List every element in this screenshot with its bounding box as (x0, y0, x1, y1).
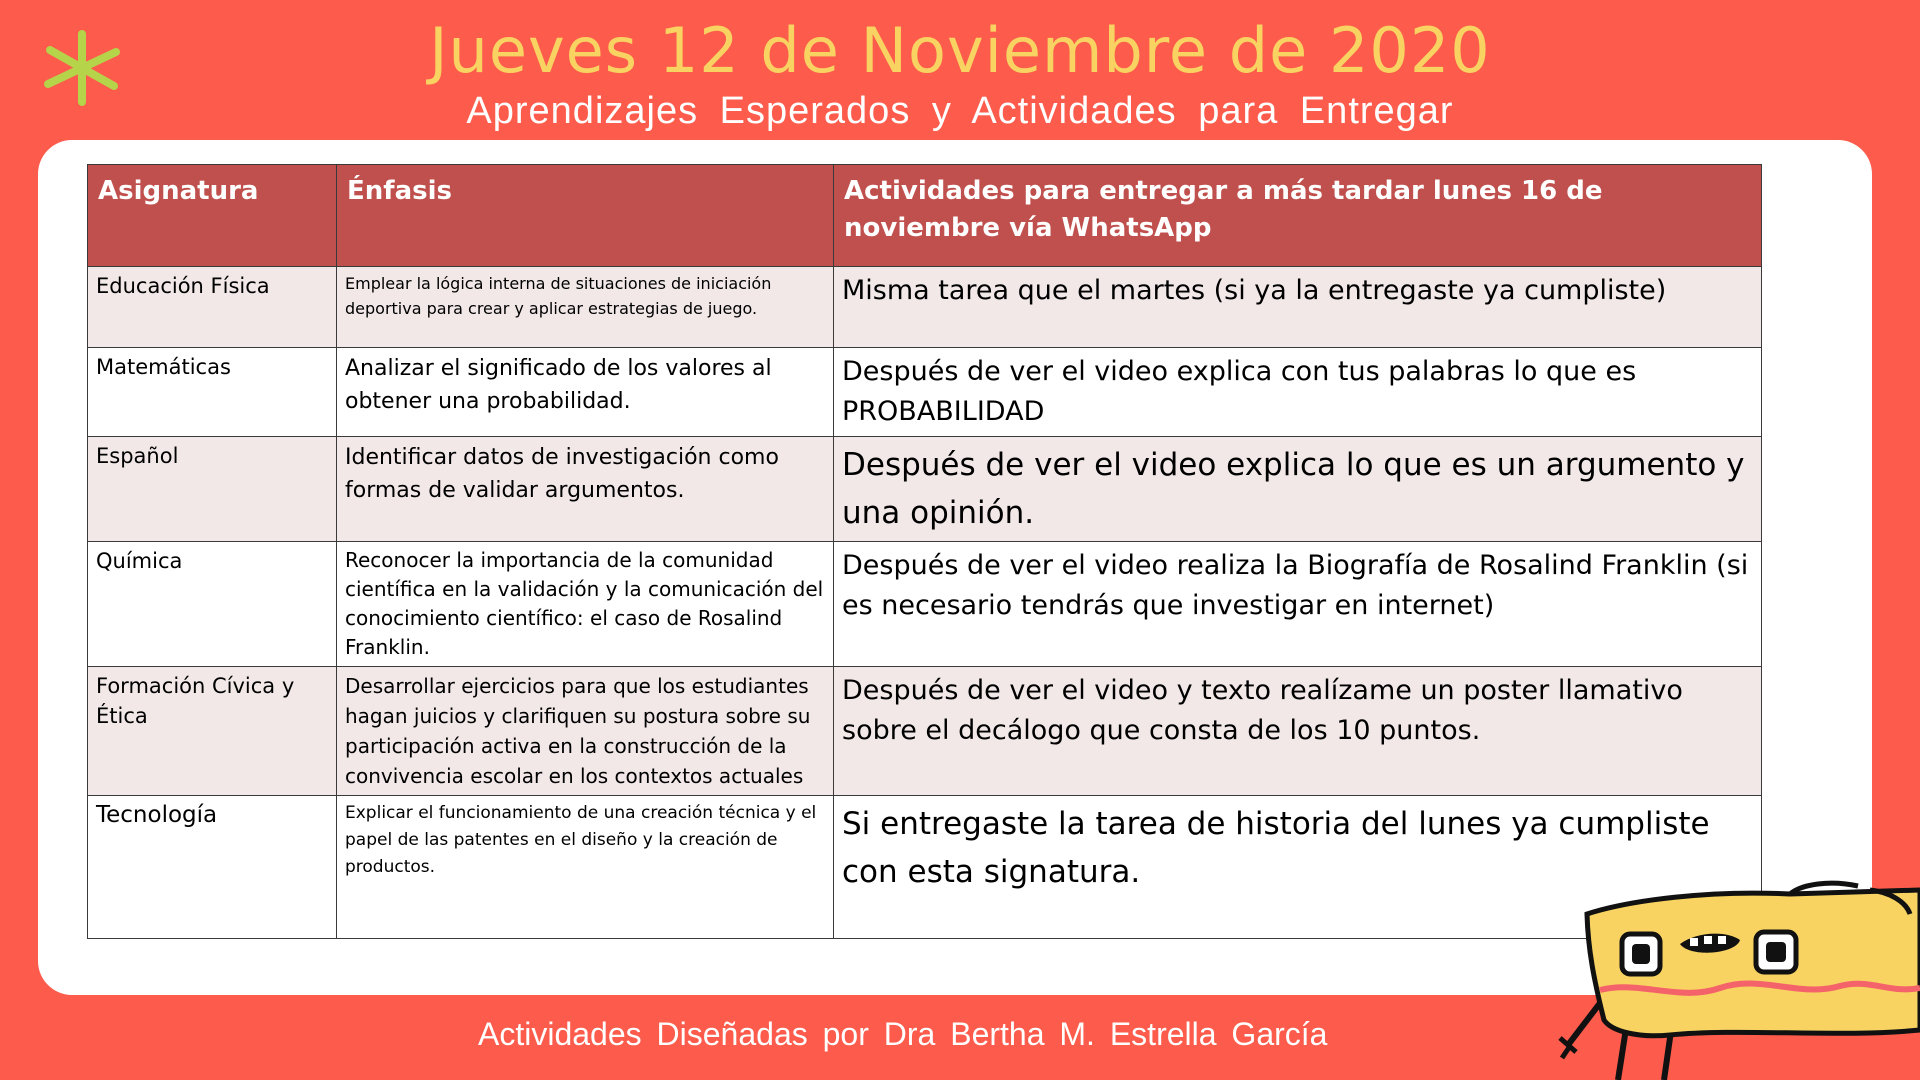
table-row (88, 667, 1762, 796)
table-row (88, 542, 1762, 667)
table-row (88, 348, 1762, 437)
table-header-row (88, 165, 1762, 267)
row-subject: Formación Cívica y Ética (88, 667, 337, 796)
row-emphasis: Emplear la lógica interna de situaciones de iniciación deportiva para crear y aplicar estrategias de juego. (337, 267, 834, 348)
cartoon-mascot-icon (1540, 870, 1920, 1080)
row-emphasis: Reconocer la importancia de la comunidad científica en la validación y la comunicación del conocimiento científico: el caso de Rosalind Franklin. (337, 542, 834, 667)
row-activity: Después de ver el video y texto realízame un poster llamativo sobre el decálogo que consta de los 10 puntos. (834, 667, 1762, 796)
table-row (88, 267, 1762, 348)
row-subject: Educación Física (88, 267, 337, 348)
row-activity: Después de ver el video realiza la Biografía de Rosalind Franklin (si es necesario tendrás que investigar en internet) (834, 542, 1762, 667)
page-subtitle: Aprendizajes Esperados y Actividades para Entregar (466, 90, 1454, 132)
row-emphasis: Identificar datos de investigación como formas de validar argumentos. (337, 437, 834, 542)
page-title: Jueves 12 de Noviembre de 2020 (429, 14, 1491, 87)
row-subject: Español (88, 437, 337, 542)
header-activities: Actividades para entregar a más tardar lunes 16 de noviembre vía WhatsApp (834, 165, 1762, 267)
header-emphasis: Énfasis (337, 165, 834, 267)
row-activity: Después de ver el video explica lo que es un argumento y una opinión. (834, 437, 1762, 542)
author-credit: Actividades Diseñadas por Dra Bertha M. Estrella García (478, 1016, 1328, 1052)
row-activity: Si entregaste la tarea de historia del lunes ya cumpliste con esta signatura. (834, 796, 1762, 939)
row-subject: Química (88, 542, 337, 667)
row-subject: Matemáticas (88, 348, 337, 437)
row-activity: Misma tarea que el martes (si ya la entregaste ya cumpliste) (834, 267, 1762, 348)
row-emphasis: Analizar el significado de los valores al obtener una probabilidad. (337, 348, 834, 437)
row-emphasis: Desarrollar ejercicios para que los estudiantes hagan juicios y clarifiquen su postura sobre su participación activa en la construcción de la convivencia escolar en los contextos actuales (337, 667, 834, 796)
header-subject: Asignatura (88, 165, 337, 267)
table-row (88, 437, 1762, 542)
row-activity: Después de ver el video explica con tus palabras lo que es PROBABILIDAD (834, 348, 1762, 437)
row-emphasis: Explicar el funcionamiento de una creación técnica y el papel de las patentes en el diseño y la creación de productos. (337, 796, 834, 939)
table-row (88, 796, 1762, 939)
activities-table (87, 164, 1762, 939)
row-subject: Tecnología (88, 796, 337, 939)
